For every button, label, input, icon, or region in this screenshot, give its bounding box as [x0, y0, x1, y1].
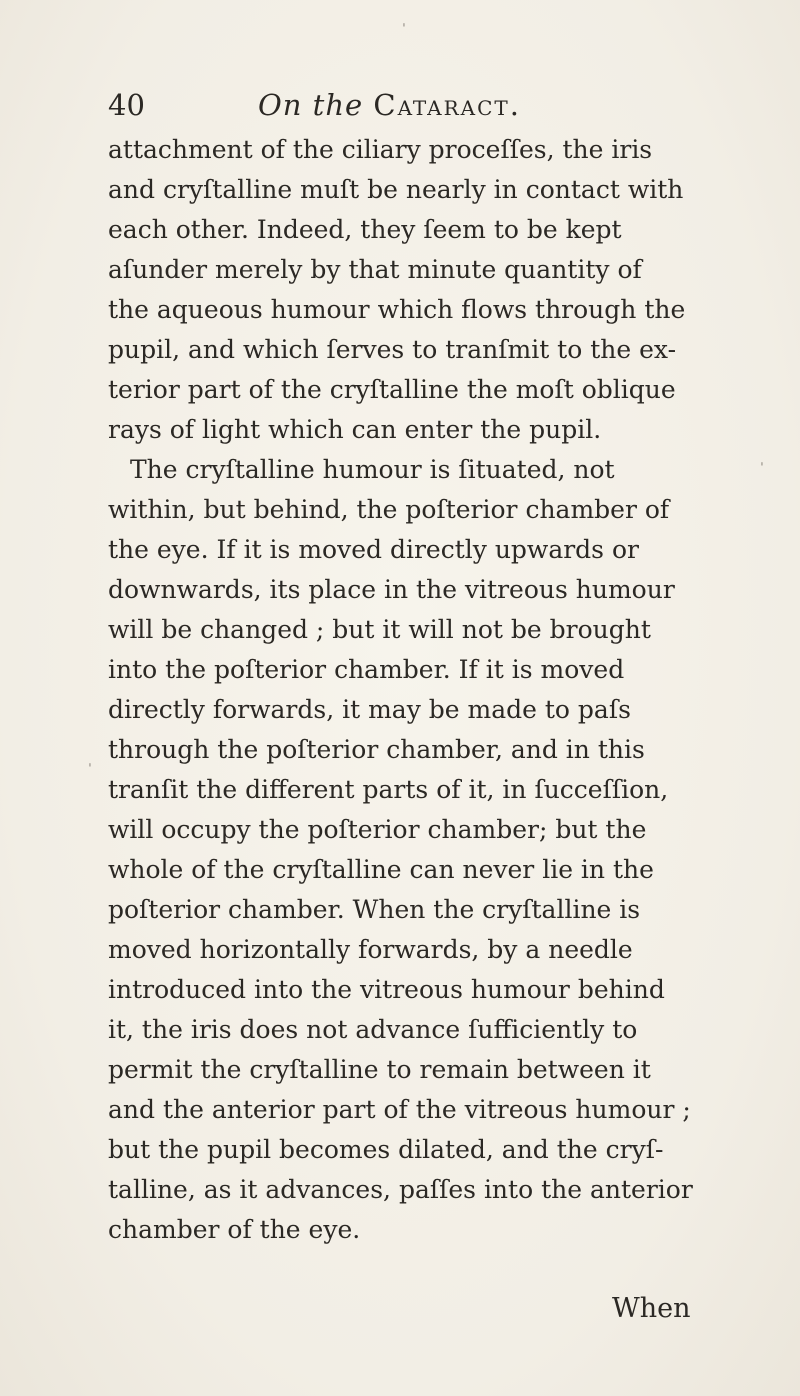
text-line: it, the iris does not advance ſufficiently to: [108, 1015, 638, 1044]
text-line: pupil, and which ſerves to tranſmit to the ex-: [108, 335, 677, 364]
page-header: [108, 88, 708, 128]
text-line: but the pupil becomes dilated, and the cryſ-: [108, 1135, 664, 1164]
text-line: moved horizontally forwards, by a needle: [108, 935, 633, 964]
text-line: attachment of the ciliary proceſſes, the iris: [108, 135, 653, 164]
text-line: the eye. If it is moved directly upwards or: [108, 535, 639, 564]
print-speck: ˈ: [88, 762, 92, 778]
running-head-prefix: On the: [258, 88, 364, 122]
text-line: permit the cryſtalline to remain between it: [108, 1055, 651, 1084]
print-speck: ˌ: [760, 452, 764, 468]
text-line-indented: The cryſtalline humour is ſituated, not: [130, 455, 615, 484]
print-speck: ˈ: [402, 22, 406, 38]
text-line: introduced into the vitreous humour behind: [108, 975, 665, 1004]
text-line: and the anterior part of the vitreous humour ;: [108, 1095, 691, 1124]
running-head: [258, 88, 521, 122]
text-line: and cryſtalline muſt be nearly in contact with: [108, 175, 684, 204]
running-head-title: Cataract.: [373, 88, 521, 122]
text-line: directly forwards, it may be made to paſs: [108, 695, 631, 724]
text-line: rays of light which can enter the pupil.: [108, 415, 602, 444]
text-line: talline, as it advances, paſſes into the anterior: [108, 1175, 693, 1204]
text-line: whole of the cryſtalline can never lie in the: [108, 855, 654, 884]
text-line: downwards, its place in the vitreous humour: [108, 575, 675, 604]
page-number: 40: [108, 88, 145, 122]
text-line: each other. Indeed, they ſeem to be kept: [108, 215, 622, 244]
text-line: chamber of the eye.: [108, 1215, 361, 1244]
text-line: tranſit the different parts of it, in ſucceſſion,: [108, 775, 669, 804]
text-line: will occupy the poſterior chamber; but the: [108, 815, 647, 844]
text-line: through the poſterior chamber, and in this: [108, 735, 645, 764]
text-line: will be changed ; but it will not be brought: [108, 615, 651, 644]
text-line: terior part of the cryſtalline the moſt oblique: [108, 375, 676, 404]
text-line: the aqueous humour which flows through the: [108, 295, 686, 324]
catchword: When: [612, 1293, 691, 1324]
text-line: aſunder merely by that minute quantity of: [108, 255, 642, 284]
text-line: within, but behind, the poſterior chamber of: [108, 495, 670, 524]
text-line: into the poſterior chamber. If it is moved: [108, 655, 625, 684]
text-line: poſterior chamber. When the cryſtalline is: [108, 895, 641, 924]
